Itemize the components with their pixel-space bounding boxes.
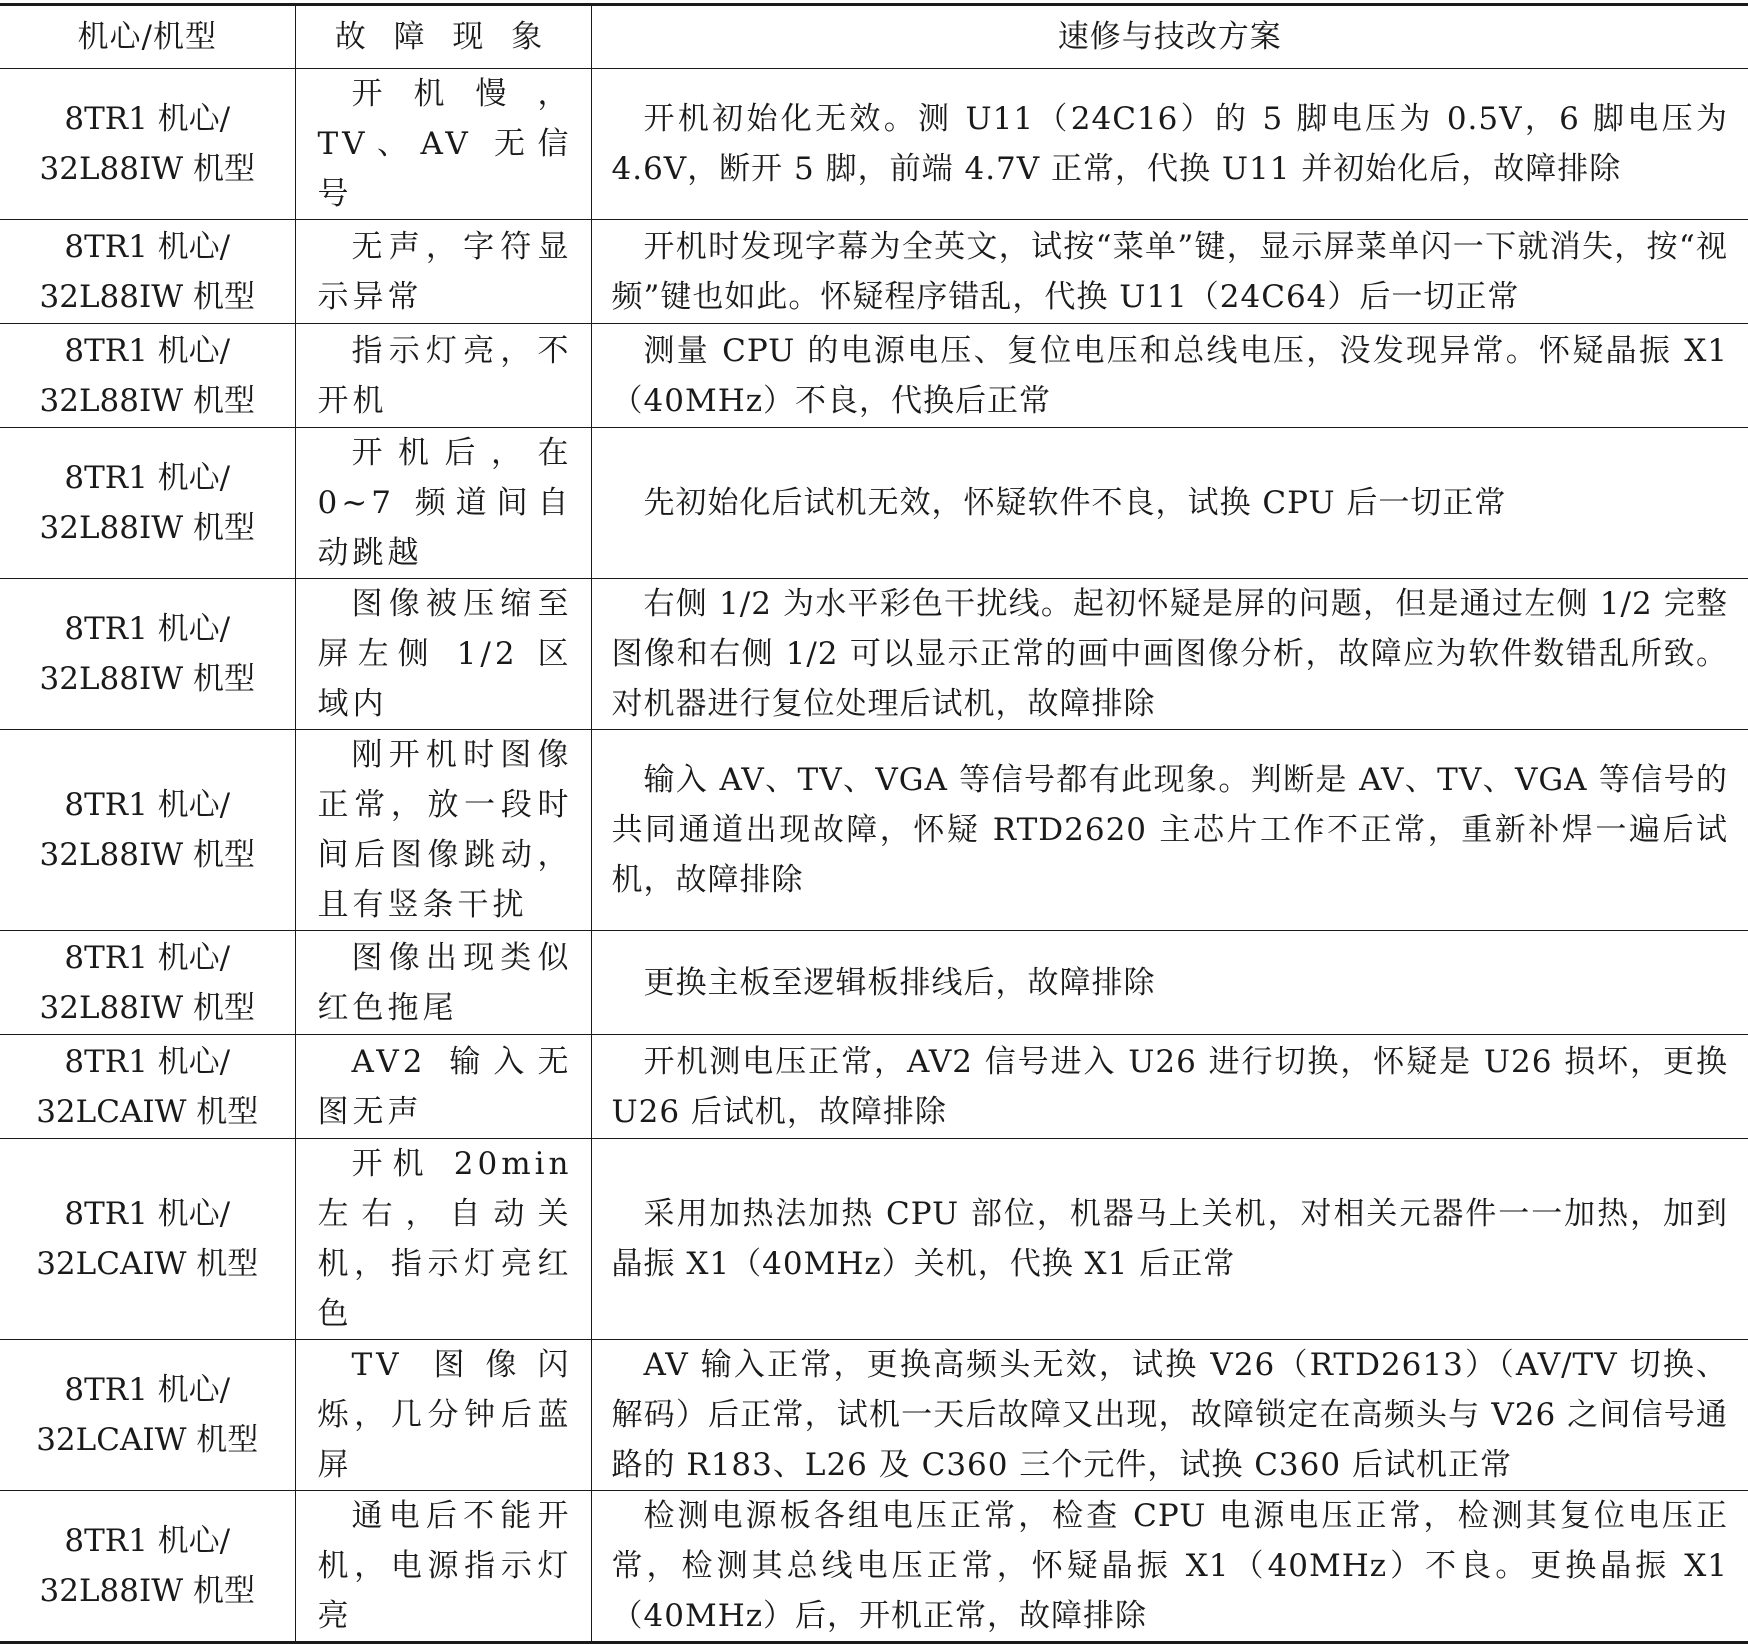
table-row bbox=[0, 730, 1748, 931]
model-text: 32L88IW 机型 bbox=[39, 1573, 255, 1609]
table-row bbox=[0, 1491, 1748, 1643]
chassis-text: 8TR1 机心/ bbox=[64, 1196, 231, 1232]
model-cell bbox=[0, 1139, 295, 1340]
symptom-cell: AV2 输入无图无声 bbox=[295, 1035, 591, 1139]
repair-table bbox=[0, 3, 1748, 1644]
model-text: 32L88IW 机型 bbox=[39, 837, 255, 873]
header-symptom: 故 障 现 象 bbox=[295, 5, 591, 69]
solution-cell: 开机时发现字幕为全英文，试按“菜单”键，显示屏菜单闪一下就消失，按“视频”键也如此。怀疑程序错乱，代换 U11（24C64）后一切正常 bbox=[591, 220, 1748, 324]
model-text: 32L88IW 机型 bbox=[39, 510, 255, 546]
solution-cell: 采用加热法加热 CPU 部位，机器马上关机，对相关元器件一一加热，加到晶振 X1（40MHz）关机，代换 X1 后正常 bbox=[591, 1139, 1748, 1340]
symptom-cell: 无声，字符显示异常 bbox=[295, 220, 591, 324]
model-text: 32L88IW 机型 bbox=[39, 151, 255, 187]
chassis-text: 8TR1 机心/ bbox=[64, 1372, 231, 1408]
model-cell bbox=[0, 730, 295, 931]
header-solution: 速修与技改方案 bbox=[591, 5, 1748, 69]
chassis-text: 8TR1 机心/ bbox=[64, 332, 231, 369]
model-text: 32L88IW 机型 bbox=[39, 382, 255, 419]
solution-cell: 更换主板至逻辑板排线后，故障排除 bbox=[591, 931, 1748, 1035]
symptom-cell: 通电后不能开机，电源指示灯亮 bbox=[295, 1491, 591, 1643]
header-model: 机心/机型 bbox=[77, 19, 217, 55]
symptom-cell: TV 图像闪烁，几分钟后蓝屏 bbox=[295, 1340, 591, 1491]
table-row bbox=[0, 324, 1748, 428]
symptom-cell: 图像出现类似红色拖尾 bbox=[295, 931, 591, 1035]
model-cell bbox=[0, 1340, 295, 1491]
solution-cell: 检测电源板各组电压正常，检查 CPU 电源电压正常，检测其复位电压正常，检测其总线电压正常，怀疑晶振 X1（40MHz）不良。更换晶振 X1（40MHz）后，开机正常，故障排除 bbox=[591, 1491, 1748, 1643]
symptom-cell: 开机 20min 左右，自动关机，指示灯亮红色 bbox=[295, 1139, 591, 1340]
model-text: 32L88IW 机型 bbox=[39, 661, 255, 697]
header-row bbox=[0, 5, 1748, 69]
table-row bbox=[0, 1139, 1748, 1340]
table-row bbox=[0, 1340, 1748, 1491]
chassis-text: 8TR1 机心/ bbox=[64, 101, 231, 137]
model-cell bbox=[0, 1491, 295, 1643]
chassis-text: 8TR1 机心/ bbox=[64, 939, 231, 976]
model-cell bbox=[0, 69, 295, 220]
solution-cell: 右侧 1/2 为水平彩色干扰线。起初怀疑是屏的问题，但是通过左侧 1/2 完整图像和右侧 1/2 可以显示正常的画中画图像分析，故障应为软件数错乱所致。对机器进行复位处理后试机，故障排除 bbox=[591, 579, 1748, 730]
chassis-text: 8TR1 机心/ bbox=[64, 611, 231, 647]
table-row bbox=[0, 220, 1748, 324]
model-cell bbox=[0, 324, 295, 428]
table-row bbox=[0, 931, 1748, 1035]
model-cell bbox=[0, 579, 295, 730]
table-row bbox=[0, 428, 1748, 579]
model-text: 32LCAIW 机型 bbox=[36, 1093, 259, 1130]
chassis-text: 8TR1 机心/ bbox=[64, 228, 231, 265]
solution-cell: 测量 CPU 的电源电压、复位电压和总线电压，没发现异常。怀疑晶振 X1（40MHz）不良，代换后正常 bbox=[591, 324, 1748, 428]
model-text: 32L88IW 机型 bbox=[39, 989, 255, 1026]
table-row bbox=[0, 579, 1748, 730]
solution-cell: 开机测电压正常，AV2 信号进入 U26 进行切换，怀疑是 U26 损坏，更换 U26 后试机，故障排除 bbox=[591, 1035, 1748, 1139]
solution-cell: 先初始化后试机无效，怀疑软件不良，试换 CPU 后一切正常 bbox=[591, 428, 1748, 579]
model-cell bbox=[0, 1035, 295, 1139]
model-text: 32LCAIW 机型 bbox=[36, 1246, 259, 1282]
table-body bbox=[0, 69, 1748, 1643]
model-text: 32LCAIW 机型 bbox=[36, 1422, 259, 1458]
chassis-text: 8TR1 机心/ bbox=[64, 460, 231, 496]
table-header bbox=[0, 5, 1748, 69]
symptom-cell: 刚开机时图像正常，放一段时间后图像跳动，且有竖条干扰 bbox=[295, 730, 591, 931]
table-row bbox=[0, 1035, 1748, 1139]
chassis-text: 8TR1 机心/ bbox=[64, 787, 231, 823]
symptom-cell: 开机慢，TV、AV 无信号 bbox=[295, 69, 591, 220]
symptom-cell: 图像被压缩至屏左侧 1/2 区域内 bbox=[295, 579, 591, 730]
chassis-text: 8TR1 机心/ bbox=[64, 1523, 231, 1559]
symptom-cell: 开机后，在0~7 频道间自动跳越 bbox=[295, 428, 591, 579]
model-cell bbox=[0, 220, 295, 324]
table-row bbox=[0, 69, 1748, 220]
chassis-text: 8TR1 机心/ bbox=[64, 1043, 231, 1080]
symptom-cell: 指示灯亮，不开机 bbox=[295, 324, 591, 428]
model-text: 32L88IW 机型 bbox=[39, 278, 255, 315]
model-cell bbox=[0, 428, 295, 579]
model-cell bbox=[0, 931, 295, 1035]
solution-cell: 开机初始化无效。测 U11（24C16）的 5 脚电压为 0.5V，6 脚电压为 4.6V，断开 5 脚，前端 4.7V 正常，代换 U11 并初始化后，故障排除 bbox=[591, 69, 1748, 220]
solution-cell: AV 输入正常，更换高频头无效，试换 V26（RTD2613）（AV/TV 切换、解码）后正常，试机一天后故障又出现，故障锁定在高频头与 V26 之间信号通路的 R183、L26 及 C360 三个元件，试换 C360 后试机正常 bbox=[591, 1340, 1748, 1491]
solution-cell: 输入 AV、TV、VGA 等信号都有此现象。判断是 AV、TV、VGA 等信号的共同通道出现故障，怀疑 RTD2620 主芯片工作不正常，重新补焊一遍后试机，故障排除 bbox=[591, 730, 1748, 931]
